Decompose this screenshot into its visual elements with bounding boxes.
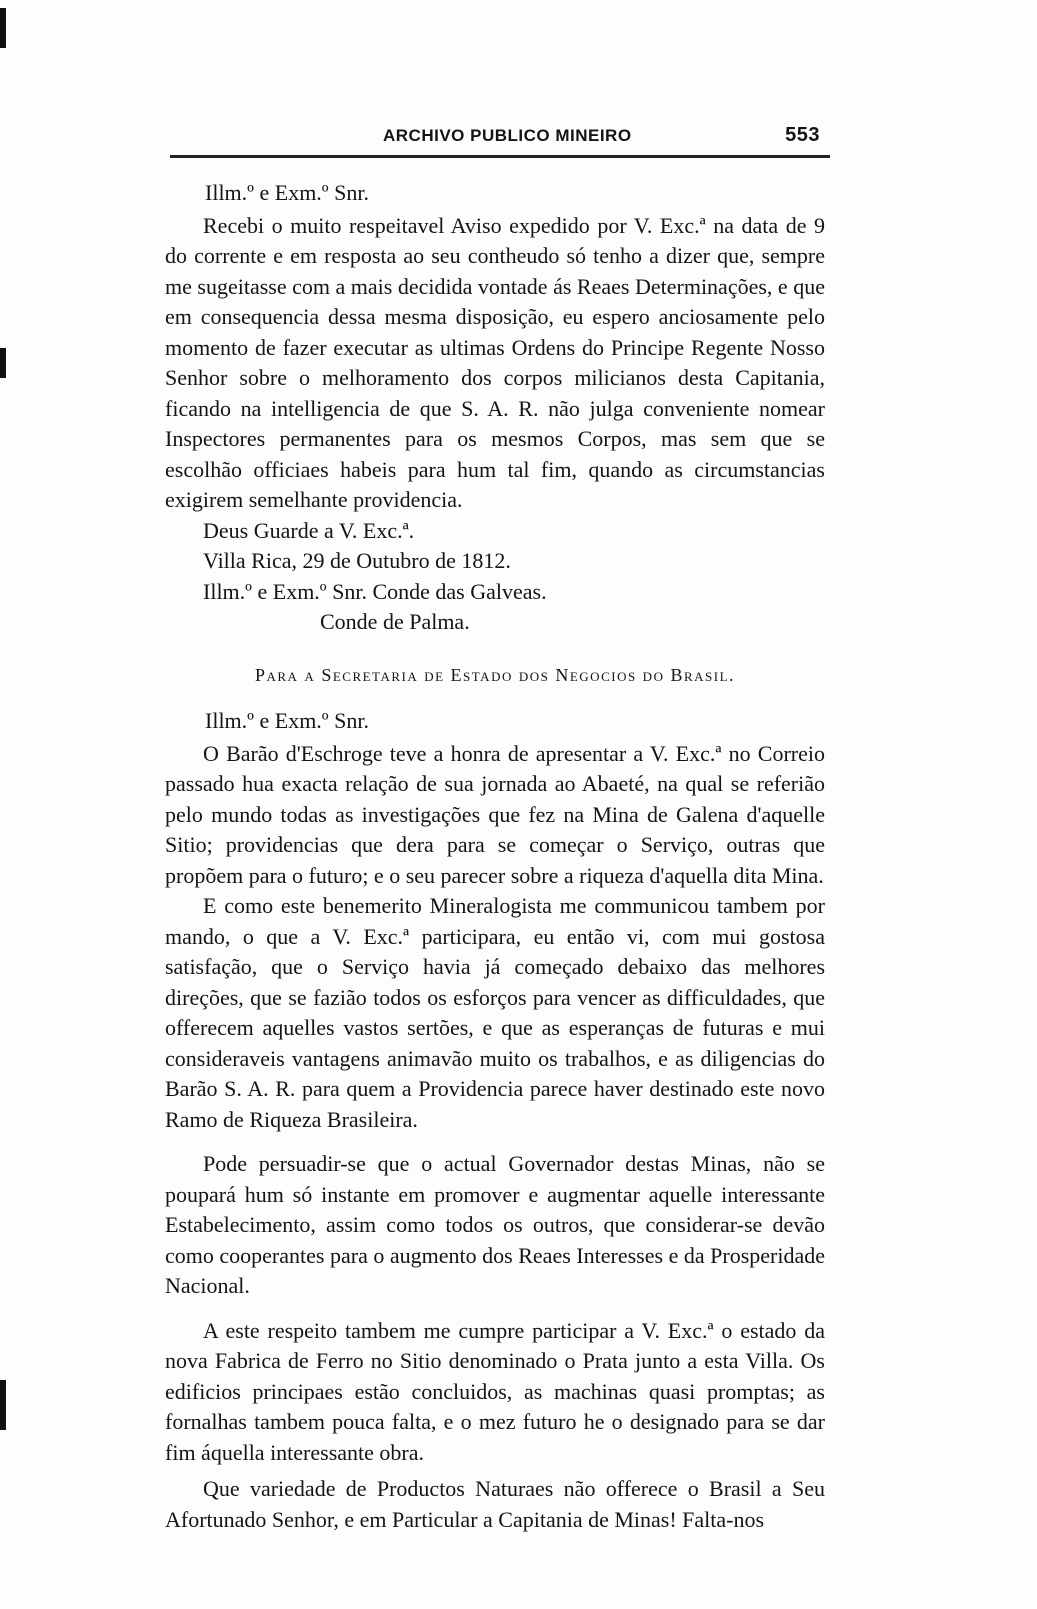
scan-margin-mark xyxy=(0,348,6,378)
running-header xyxy=(170,120,830,150)
letter2-paragraph: Que variedade de Productos Naturaes não offerece o Brasil a Seu Afortunado Senhor, e em Particular a Capitania de Minas! Falta-nos xyxy=(165,1476,825,1532)
header-rule xyxy=(170,155,830,158)
letter1-addressee: Illm.º e Exm.º Snr. Conde das Galveas. xyxy=(203,578,547,604)
publication-title: ARCHIVO PUBLICO MINEIRO xyxy=(383,126,632,145)
letter2-paragraph: O Barão d'Eschroge teve a honra de apresentar a V. Exc.ª no Correio passado hua exacta relação de sua jornada ao Abaeté, na qual se referião pelo mundo todas as investigações que fez na Mina de Galena d'aquelle Sitio; providencias que dera para se começar o Serviço, outras que propõem para o futuro; e o seu parecer sobre a riqueza d'aquella dita Mina. xyxy=(165,740,825,888)
letter2-paragraph: Pode persuadir-se que o actual Governador destas Minas, não se poupará hum só instante em promover e augmentar aquelle interessante Estabelecimento, assim como todos os outros, que considerar-se devão como cooperantes para o augmento dos Reaes Interesses e da Prosperidade Nacional. xyxy=(165,1151,825,1298)
page-body xyxy=(165,178,825,1535)
letter2-paragraph: E como este benemerito Mineralogista me communicou tambem por mando, o que a V. Exc.ª participara, eu então vi, com mui gostosa satisfação, que o Serviço havia já começado debaixo das melhores direções, que se fazião todos os esforços para vencer as difficuldades, que offerecem aquelles vastos sertões, e que as esperanças de futuras e mui consideraveis vantagens animavão muito os trabalhos, e as diligencias do Barão S. A. R. para quem a Providencia parece haver destinado este novo Ramo de Riqueza Brasileira. xyxy=(165,893,825,1132)
letter2-paragraph: A este respeito tambem me cumpre participar a V. Exc.ª o estado da nova Fabrica de Ferro no Sitio denominado o Prata junto a esta Villa. Os edificios principaes estão concluidos, as machinas quasi promptas; as fornalhas tambem pouca falta, e o mez futuro he o designado para se dar fim áquella interessante obra. xyxy=(165,1317,825,1465)
page-number: 553 xyxy=(785,124,820,146)
scan-margin-mark xyxy=(0,1380,6,1430)
letter1-closing: Deus Guarde a V. Exc.ª. xyxy=(203,517,415,543)
section-heading: Para a Secretaria de Estado dos Negocios do Brasil. xyxy=(254,664,736,685)
letter1-signature: Conde de Palma. xyxy=(320,609,470,634)
letter2-salutation: Illm.º e Exm.º Snr. xyxy=(205,708,369,733)
letter1-body: Recebi o muito respeitavel Aviso expedido por V. Exc.ª na data de 9 do corrente e em resposta ao seu contheudo só tenho a dizer que, sempre me sugeitasse com a mais decidida vontade ás Reaes Determinações, e que em consequencia dessa mesma disposição, eu espero anciosamente pelo momento de fazer executar as ultimas Ordens do Principe Regente Nosso Senhor sobre o melhoramento dos corpos milicianos desta Capitania, ficando na intelligencia de que S. A. R. não julga conveniente nomear Inspectores permanentes para os mesmos Corpos, mas sem que se escolhão officiaes habeis para hum tal fim, quando as circumstancias exigirem semelhante providencia. xyxy=(165,212,825,512)
letter1-salutation: Illm.º e Exm.º Snr. xyxy=(205,180,369,205)
scan-margin-mark xyxy=(0,8,6,48)
letter1-dateline: Villa Rica, 29 de Outubro de 1812. xyxy=(203,548,511,573)
